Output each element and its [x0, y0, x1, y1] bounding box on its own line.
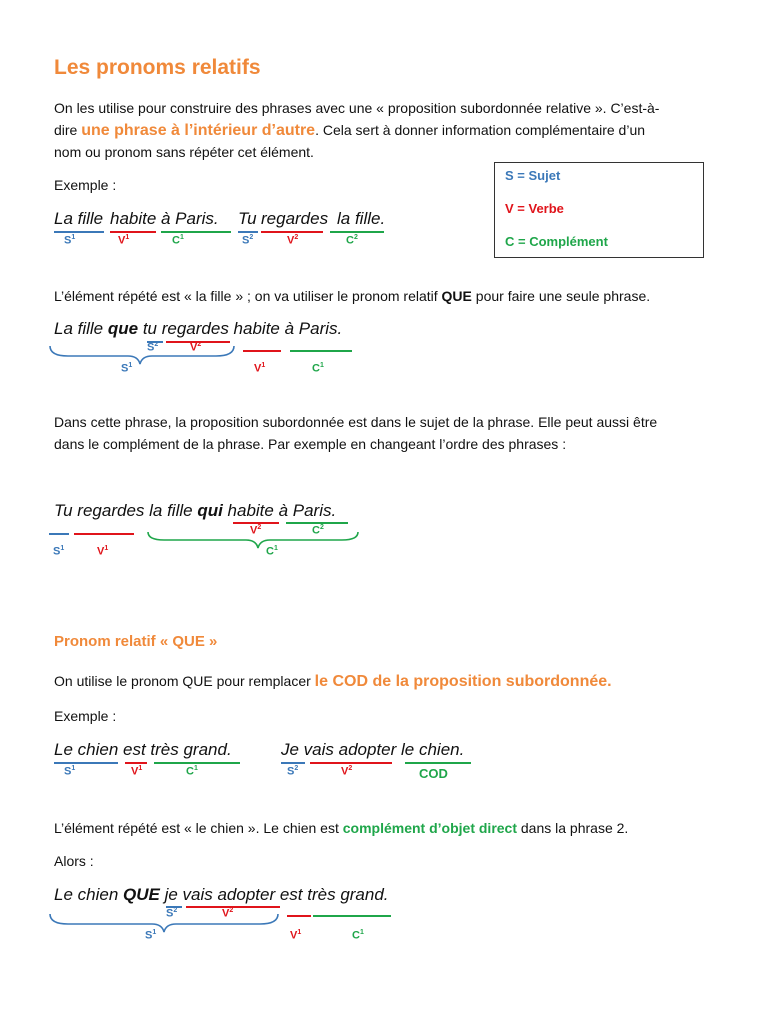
paragraph-5: L’élément répété est « le chien ». Le chien est complément d’objet direct dans la phrase 2. — [54, 820, 629, 836]
ex5-subject-brace — [48, 912, 284, 934]
ex3-label-s1: $S^1$ — [53, 545, 65, 558]
ex5-label-c1: $C^1$ — [352, 929, 364, 942]
page-title: Les pronoms relatifs — [54, 56, 261, 79]
ex1-label-s1: $S^1$ — [64, 234, 76, 247]
example-label-1: Exemple : — [54, 177, 117, 193]
ex5-sentence: Le chien QUE je vais adopter est très grand. — [54, 885, 389, 904]
ex4-c1-underline — [154, 762, 240, 764]
highlight-cod: le COD de la proposition subordonnée. — [314, 673, 612, 690]
ex4-label-v1: $V^1$ — [131, 765, 143, 778]
ex4-label-s2: $S^2$ — [287, 765, 299, 778]
ex5-label-s2: $S^2$ — [166, 907, 178, 920]
ex2-label-c1: $C^1$ — [312, 362, 324, 375]
alors-label: Alors : — [54, 853, 94, 869]
ex1-complement-2: la fille. — [337, 209, 386, 228]
ex2-v1-underline — [243, 350, 281, 352]
legend-subject: S = Sujet — [505, 168, 561, 183]
ex3-label-v1: $V^1$ — [97, 545, 109, 558]
ex1-v1-underline — [110, 231, 156, 233]
ex2-label-s2: $S^2$ — [147, 341, 159, 354]
ex5-label-s1: $S^1$ — [145, 929, 157, 942]
ex2-label-s1: $S^1$ — [121, 362, 133, 375]
ex1-label-s2: $S^2$ — [242, 234, 254, 247]
ex1-label-c2: $C^2$ — [346, 234, 358, 247]
ex4-sentence-1: Le chien est très grand. — [54, 740, 232, 759]
ex4-cod-underline — [405, 762, 471, 764]
ex1-verb-1: habite — [110, 209, 157, 228]
ex1-verb-2: regardes — [261, 209, 329, 228]
ex3-label-c1: $C^1$ — [266, 545, 278, 558]
ex5-v1-underline — [287, 915, 311, 917]
ex1-complement-1: à Paris. — [161, 209, 219, 228]
intro-line-1: On les utilise pour construire des phrases avec une « proposition subordonnée relative ». C’est-à- — [54, 100, 660, 116]
ex4-label-cod: COD — [419, 766, 448, 781]
ex3-label-v2: $V^2$ — [250, 524, 262, 537]
cod-term: complément d’objet direct — [342, 820, 517, 836]
ex4-label-s1: $S^1$ — [64, 765, 76, 778]
paragraph-4: On utilise le pronom QUE pour remplacer le COD de la proposition subordonnée. — [54, 673, 612, 690]
ex1-c2-underline — [330, 231, 384, 233]
ex1-label-v2: $V^2$ — [287, 234, 299, 247]
ex1-c1-underline — [161, 231, 231, 233]
ex1-s1-underline — [54, 231, 104, 233]
paragraph-2: L’élément répété est « la fille » ; on va utiliser le pronom relatif QUE pour faire une seule phrase. — [54, 288, 651, 304]
legend-complement: C = Complément — [505, 234, 608, 249]
highlight-phrase: une phrase à l’intérieur d’autre — [81, 122, 316, 139]
ex4-s1-underline — [54, 762, 118, 764]
ex4-v2-underline — [310, 762, 392, 764]
intro-line-3: nom ou pronom sans répéter cet élément. — [54, 144, 314, 160]
ex5-label-v1: $V^1$ — [290, 929, 302, 942]
ex5-label-v2: $V^2$ — [222, 907, 234, 920]
ex4-v1-underline — [125, 762, 147, 764]
paragraph-3-line-1: Dans cette phrase, la proposition subordonnée est dans le sujet de la phrase. Elle peut aussi être — [54, 414, 658, 430]
example-label-2: Exemple : — [54, 708, 117, 724]
ex2-sentence: La fille que tu regardes habite à Paris. — [54, 319, 343, 338]
ex3-label-c2: $C^2$ — [312, 524, 324, 537]
ex3-s1-underline — [49, 533, 69, 535]
ex4-s2-underline — [281, 762, 305, 764]
section-subtitle: Pronom relatif « QUE » — [54, 633, 218, 650]
ex1-subject-2: Tu — [238, 209, 257, 228]
ex1-label-c1: $C^1$ — [172, 234, 184, 247]
legend-verb: V = Verbe — [505, 201, 564, 216]
ex1-s2-underline — [238, 231, 258, 233]
intro-line-2: dire une phrase à l’intérieur d’autre. Cela sert à donner information complémentaire d’un — [54, 122, 646, 139]
ex5-c1-underline — [313, 915, 391, 917]
legend-box — [494, 162, 704, 258]
ex4-label-v2: $V^2$ — [341, 765, 353, 778]
ex1-subject-1: La fille — [54, 209, 104, 228]
ex3-complement-brace — [146, 530, 362, 550]
ex2-c1-underline — [290, 350, 352, 352]
ex4-sentence-2: Je vais adopter le chien. — [281, 740, 465, 759]
ex3-sentence: Tu regardes la fille qui habite à Paris. — [54, 501, 337, 520]
ex1-v2-underline — [261, 231, 323, 233]
ex4-label-c1: $C^1$ — [186, 765, 198, 778]
ex1-label-v1: $V^1$ — [118, 234, 130, 247]
paragraph-3-line-2: dans le complément de la phrase. Par exemple en changeant l’ordre des phrases : — [54, 436, 567, 452]
ex2-subject-brace — [48, 344, 238, 366]
ex3-v1-underline — [74, 533, 134, 535]
ex2-label-v1: $V^1$ — [254, 362, 266, 375]
ex2-label-v2: $V^2$ — [190, 341, 202, 354]
